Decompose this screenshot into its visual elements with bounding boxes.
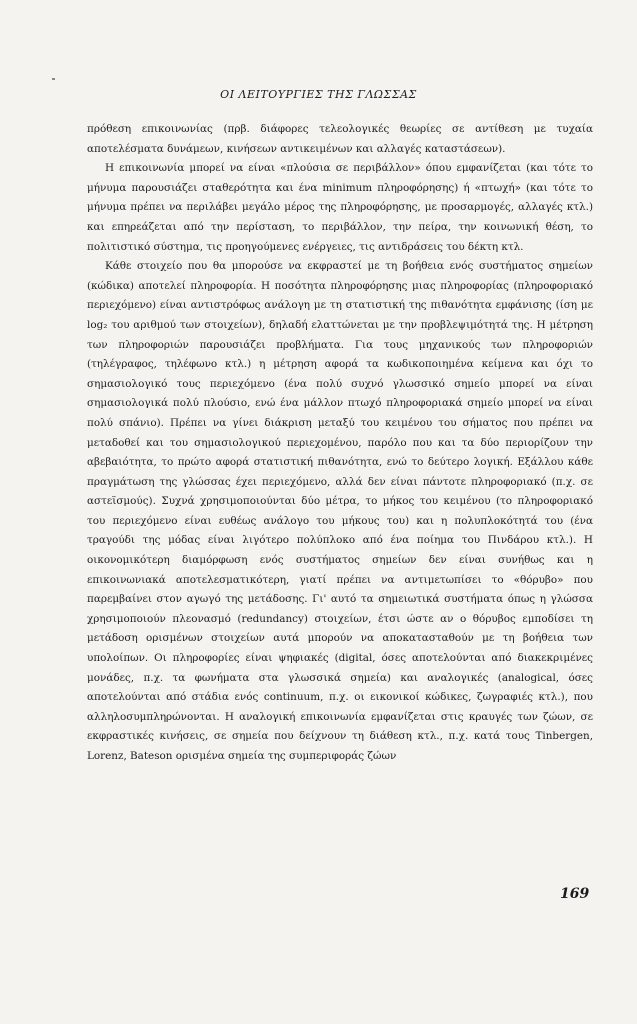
page-number: 169 — [560, 886, 590, 902]
running-header: ΟΙ ΛΕΙΤΟΥΡΓΙΕΣ ΤΗΣ ΓΛΩΣΣΑΣ — [220, 88, 417, 101]
paragraph-3: Κάθε στοιχείο που θα μπορούσε να εκφραστεί με τη βοήθεια ενός συστήματος σημείων (κώδικα) αποτελεί πληροφορία. Η ποσότητα πληροφόρησης μιας πληροφορίας (πληροφοριακό περιεχόμενο) είναι αντιστρόφως ανάλογη με τη στατιστική της πιθανότητα εμφάνισης (ίση με log₂ του αριθμού των στοιχείων), δηλαδή ελαττώνεται με την προβλεψιμότητά της. Η μέτρηση των πληροφοριών παρουσιάζει προβλήματα. Για τους μηχανικούς των πληροφοριών (τηλέγραφος, τηλέφωνο κτλ.) η μέτρηση αφορά τα κωδικοποιημένα κείμενα και όχι το σημασιολογικό τους περιεχόμενο (ένα πολύ συχνό γλωσσικό σημείο μπορεί να είναι σημασιολογικά πολύ πλούσιο, ενώ ένα μάλλον πτωχό πληροφοριακά σημείο μπορεί να είναι πολύ σπάνιο). Πρέπει να γίνει διάκριση μεταξύ του κειμένου του σήματος που πρέπει να μεταδοθεί και του σημασιολογικού περιεχομένου, παρόλο που και τα δύο περιορίζουν την αβεβαιότητα, το πρώτο αφορά στατιστική πιθανότητα, ενώ το δεύτερο λογική. Εξάλλου κάθε πραγμάτωση της γλώσσας έχει περιεχόμενο, αλλά δεν είναι πάντοτε πληροφοριακό (π.χ. σε αστεϊσμούς). Συχνά χρησιμοποιούνται δύο μέτρα, το μήκος του κειμένου (το πληροφοριακό του περιεχόμενο είναι ευθέως ανάλογο του μήκους του) και η πολυπλοκότητά του (ένα τραγούδι της μόδας είναι λιγότερο πολύπλοκο από ένα ποίημα του Πινδάρου κτλ.). Η οικονομικότερη διαμόρφωση ενός συστήματος σημείων δεν είναι συνήθως και η επικοινωνιακά αποτελεσματικότερη, γιατί πρέπει να αντιμετωπίσει το «θόρυβο» που παρεμβαίνει στον αγωγό της μετάδοσης. Γι' αυτό τα σημειωτικά συστήματα όπως η γλώσσα χρησιμοποιούν πλεονασμό (redundancy) στοιχείων, έτσι ώστε αν ο θόρυβος εμποδίσει τη μετάδοση ορισμένων στοιχείων αυτά μπορούν να αποκατασταθούν με τη βοήθεια των υπολοίπων. Οι πληροφορίες είναι ψηφιακές (digital, όσες αποτελούνται από διακεκριμένες μονάδες, π.χ. τα φωνήματα στα γλωσσικά σημεία) και αναλογικές (analogical, όσες αποτελούνται από στάδια ενός continuum, π.χ. οι εικονικοί κώδικες, ζωγραφιές κτλ.), που αλληλοσυμπληρώνονται. Η αναλογική επικοινωνία εμφανίζεται στις κραυγές των ζώων, σε εκφραστικές κινήσεις, σε σημεία που δείχνουν τη διάθεση κτλ., π.χ. κατά τους Tinbergen, Lorenz, Bateson ορισμένα σημεία της συμπεριφοράς ζώων — [87, 260, 593, 762]
paragraph-1: πρόθεση επικοινωνίας (πρβ. διάφορες τελεολογικές θεωρίες σε αντίθεση με τυχαία αποτελέσματα δυνάμεων, κινήσεων αντικειμένων και αλλαγές καταστάσεων). — [87, 123, 593, 155]
paragraph-2: Η επικοινωνία μπορεί να είναι «πλούσια σε περιβάλλον» όπου εμφανίζεται (και τότε το μήνυμα παρουσιάζει σταθερότητα και ένα minimum πληροφόρησης) ή «πτωχή» (και τότε το μήνυμα πρέπει να περιλάβει μεγάλο μέρος της πληροφόρησης, με προσαρμογές, αλλαγές κτλ.) και επηρεάζεται από την περίσταση, το περιβάλλον, την πείρα, την κοινωνική θέση, το πολιτιστικό σύστημα, τις προηγούμενες ενέργειες, τις αντιδράσεις του δέκτη κτλ. — [87, 162, 593, 253]
body-text — [87, 120, 593, 767]
scan-speck — [52, 78, 55, 80]
